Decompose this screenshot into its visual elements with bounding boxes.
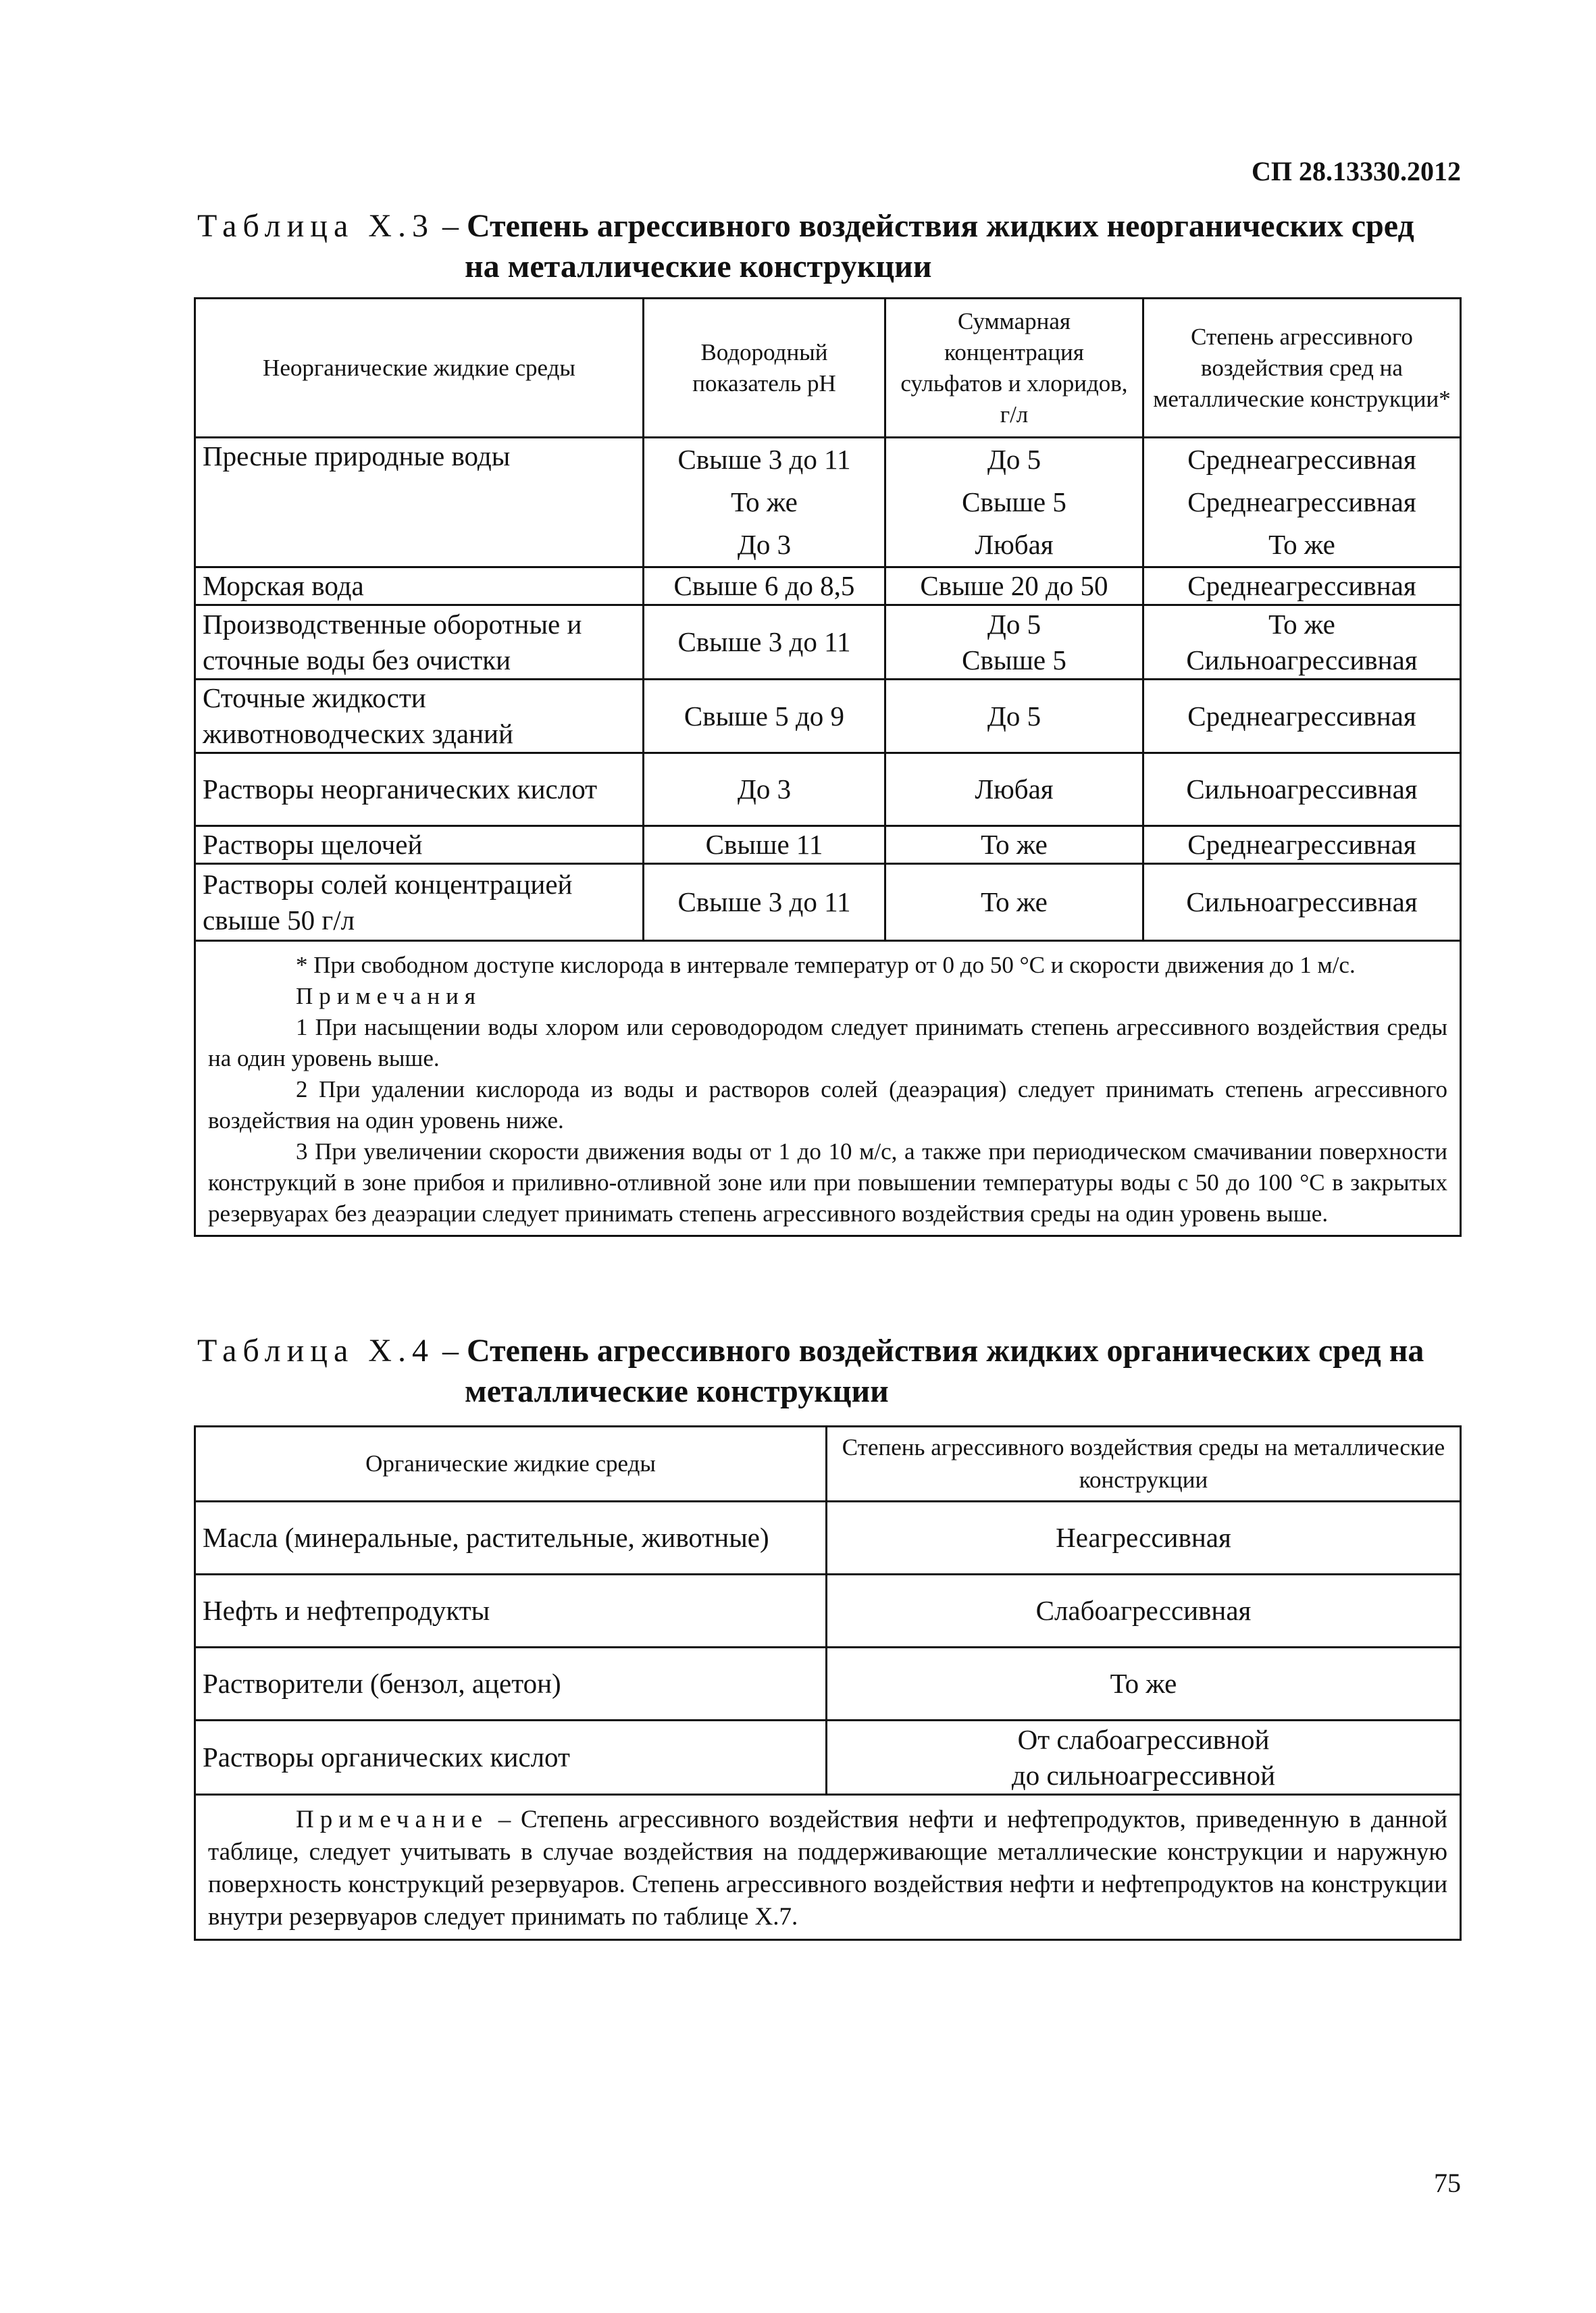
table-x4-title-line1: Степень агрессивного воздействия жидких органических сред на xyxy=(466,1333,1424,1369)
table-x4-note xyxy=(195,1795,1461,1940)
table-x3-cell-medium: Растворы щелочей xyxy=(195,826,644,864)
table-x3-note-2: 2 При удалении кислорода из воды и растворов солей (деаэрация) следует принимать степень агрессивного воздействия на один уровень ниже. xyxy=(208,1076,1447,1134)
table-x3-dash: – xyxy=(434,208,467,244)
table-x3-cell-ph: Свыше 11 xyxy=(644,826,885,864)
table-x3-cell-degree: Среднеагрессивная xyxy=(1143,680,1461,753)
table-x4-dash: – xyxy=(434,1333,467,1369)
table-x4-cell-degree xyxy=(827,1721,1461,1795)
table-x4-cell-medium: Нефть и нефтепродукты xyxy=(195,1575,827,1648)
table-x3-cell-degree xyxy=(1143,605,1461,680)
table-x4-header-medium: Органические жидкие среды xyxy=(195,1427,827,1502)
table-x3-header-medium: Неорганические жидкие среды xyxy=(195,299,644,438)
table-row xyxy=(195,567,1461,605)
table-x3-cell-medium: Растворы неорганических кислот xyxy=(195,753,644,826)
cell-line: До 5 xyxy=(987,444,1041,475)
table-x3-cell-concentration: То же xyxy=(885,826,1143,864)
cell-line: То же xyxy=(1268,608,1335,640)
table-x3-cell-degree xyxy=(1143,438,1461,567)
table-x3-cell-ph: Свыше 5 до 9 xyxy=(644,680,885,753)
table-x3-footnote: * При свободном доступе кислорода в интервале температур от 0 до 50 °С и скорости движения до 1 м/с. xyxy=(296,952,1356,978)
table-x4-caption xyxy=(197,1331,1454,1412)
table-x4-cell-degree: То же xyxy=(827,1648,1461,1721)
table-x3-header-concentration: Суммарная концентрация сульфатов и хлоридов, г/л xyxy=(885,299,1143,438)
table-row xyxy=(195,753,1461,826)
table-x4-note-label: Примечание xyxy=(296,1806,488,1833)
table-x3-notes-heading: Примечания xyxy=(296,983,482,1009)
cell-line: До 5 xyxy=(987,608,1041,640)
table-x3-header-degree: Степень агрессивного воздействия сред на металлические конструкции* xyxy=(1143,299,1461,438)
table-x3-header-ph: Водородный показатель pH xyxy=(644,299,885,438)
table-x4-cell-degree: Неагрессивная xyxy=(827,1502,1461,1575)
table-x3-cell-ph xyxy=(644,438,885,567)
table-x3-cell-medium: Растворы солей концентрацией свыше 50 г/л xyxy=(195,864,644,941)
table-x3-cell-medium: Морская вода xyxy=(195,567,644,605)
cell-line: То же xyxy=(1268,529,1335,560)
table-x4-note-row xyxy=(195,1795,1461,1940)
cell-line: Любая xyxy=(975,529,1054,560)
table-x3-title-line2: на металлические конструкции xyxy=(465,249,932,284)
table-row xyxy=(195,826,1461,864)
table-row xyxy=(195,438,1461,567)
table-x3-cell-concentration xyxy=(885,438,1143,567)
table-x4-cell-medium: Растворы органических кислот xyxy=(195,1721,827,1795)
cell-line: Среднеагрессивная xyxy=(1187,444,1416,475)
table-x3-cell-ph: Свыше 3 до 11 xyxy=(644,864,885,941)
table-x4-title-line2: металлические конструкции xyxy=(465,1373,889,1409)
table-x3-cell-medium: Сточные жидкости животноводческих зданий xyxy=(195,680,644,753)
table-row xyxy=(195,605,1461,680)
table-x3-cell-concentration xyxy=(885,605,1143,680)
cell-line: Сильноагрессивная xyxy=(1186,644,1418,676)
table-x3-cell-degree: Среднеагрессивная xyxy=(1143,826,1461,864)
table-x3-cell-ph: До 3 xyxy=(644,753,885,826)
table-row xyxy=(195,680,1461,753)
table-x4-note-dash: – xyxy=(488,1806,521,1833)
cell-line: до сильноагрессивной xyxy=(1011,1759,1276,1791)
table-x3-header-row xyxy=(195,299,1461,438)
table-x4-note-paragraph xyxy=(208,1804,1447,1933)
page-number: 75 xyxy=(1434,2168,1461,2198)
table-row xyxy=(195,1721,1461,1795)
document-code: СП 28.13330.2012 xyxy=(1252,156,1461,186)
table-x3-title-line1: Степень агрессивного воздействия жидких неорганических сред xyxy=(466,208,1414,244)
table-x3-cell-medium: Производственные оборотные и сточные воды без очистки xyxy=(195,605,644,680)
table-row xyxy=(195,1648,1461,1721)
cell-line: Свыше 3 до 11 xyxy=(677,444,851,475)
table-x3-cell-degree: Сильноагрессивная xyxy=(1143,753,1461,826)
table-x4-note-text: Степень агрессивного воздействия нефти и нефтепродуктов, приведенную в данной таблице, следует учитывать в случае воздействия на поддерживающие металлические конструкции и наружную поверхность конструкций резервуаров. Степень агрессивного воздействия нефти и нефтепродуктов на конструкции внутри резервуаров следует принимать по таблице Х.7. xyxy=(208,1806,1448,1931)
table-x3-cell-concentration: До 5 xyxy=(885,680,1143,753)
cell-line: То же xyxy=(731,486,798,517)
table-x3-cell-ph: Свыше 6 до 8,5 xyxy=(644,567,885,605)
table-x3-caption xyxy=(197,206,1454,287)
table-x3-cell-concentration: Любая xyxy=(885,753,1143,826)
table-row xyxy=(195,1502,1461,1575)
table-x4-cell-degree: Слабоагрессивная xyxy=(827,1575,1461,1648)
cell-line: Среднеагрессивная xyxy=(1187,486,1416,517)
cell-line: От слабоагрессивной xyxy=(1017,1723,1270,1755)
table-x3-cell-degree: Сильноагрессивная xyxy=(1143,864,1461,941)
table-x4 xyxy=(194,1425,1462,1941)
table-x3-note-3: 3 При увеличении скорости движения воды от 1 до 10 м/с, а также при периодическом смачивании поверхности конструкций в зоне прибоя и приливно-отливной зоне или при повышении температуры воды с 50 до 100 °С в закрытых резервуарах без деаэрации следует принимать степень агрессивного воздействия среды на один уровень выше. xyxy=(208,1138,1447,1227)
table-x3-cell-medium: Пресные природные воды xyxy=(195,438,644,567)
table-row xyxy=(195,864,1461,941)
table-x4-label: Таблица Х.4 xyxy=(197,1333,434,1369)
table-x3-cell-concentration: Свыше 20 до 50 xyxy=(885,567,1143,605)
cell-line: До 3 xyxy=(737,529,792,560)
table-x3-cell-degree: Среднеагрессивная xyxy=(1143,567,1461,605)
table-row xyxy=(195,1575,1461,1648)
table-x3-cell-ph: Свыше 3 до 11 xyxy=(644,605,885,680)
table-x3-cell-concentration: То же xyxy=(885,864,1143,941)
table-x4-cell-medium: Масла (минеральные, растительные, животные) xyxy=(195,1502,827,1575)
table-x4-cell-medium: Растворители (бензол, ацетон) xyxy=(195,1648,827,1721)
table-x3-notes-row xyxy=(195,941,1461,1236)
cell-line: Свыше 5 xyxy=(962,486,1066,517)
cell-line: Свыше 5 xyxy=(962,644,1066,676)
table-x3 xyxy=(194,297,1462,1237)
table-x3-notes xyxy=(195,941,1461,1236)
table-x3-label: Таблица Х.3 xyxy=(197,208,434,244)
table-x4-header-degree: Степень агрессивного воздействия среды на металлические конструкции xyxy=(827,1427,1461,1502)
table-x4-header-row xyxy=(195,1427,1461,1502)
table-x3-note-1: 1 При насыщении воды хлором или сероводородом следует принимать степень агрессивного воздействия среды на один уровень выше. xyxy=(208,1014,1447,1071)
